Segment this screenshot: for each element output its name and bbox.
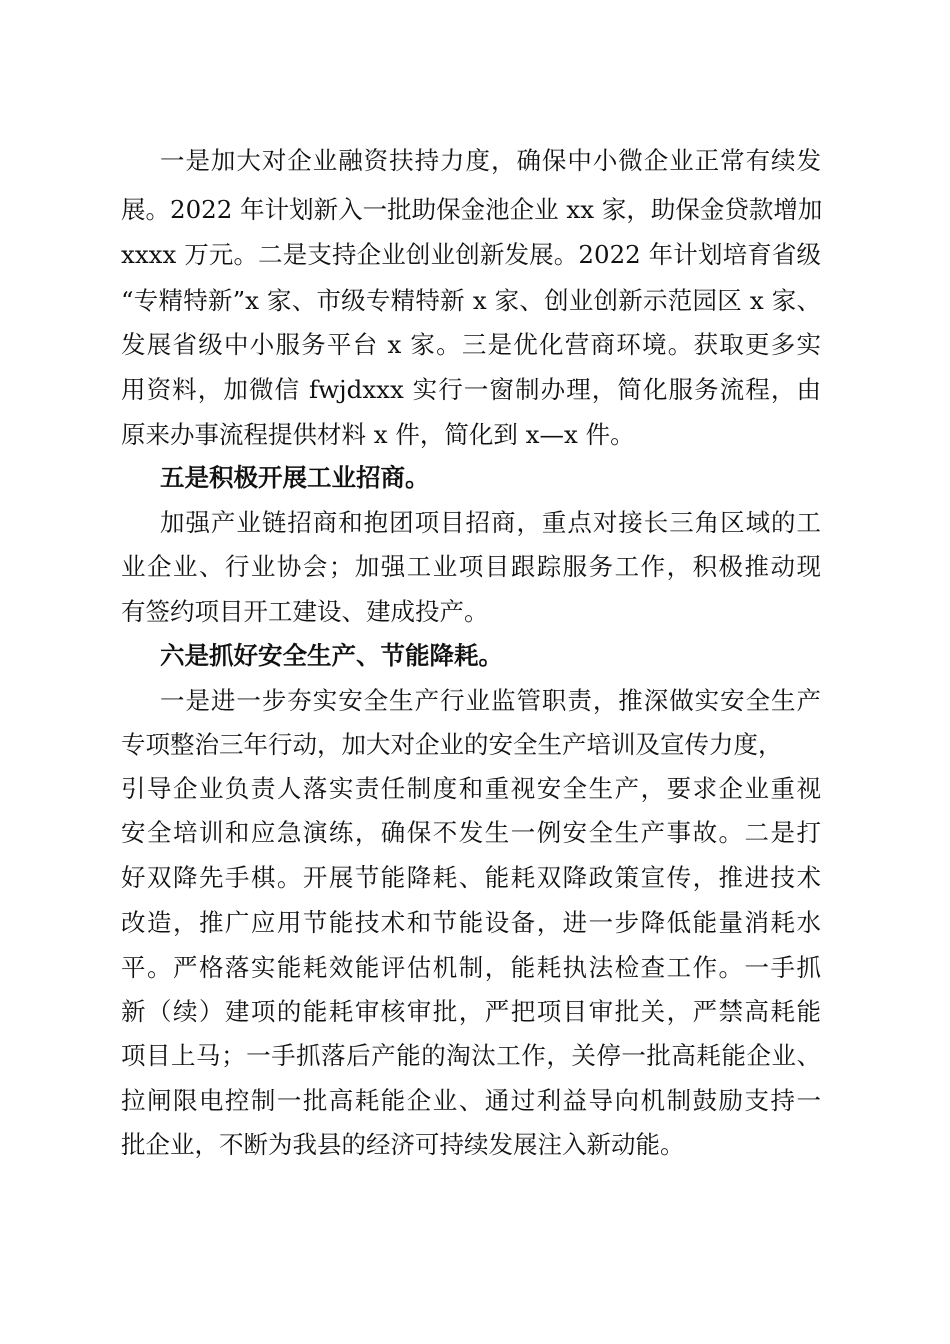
text-line: 业企业、行业协会；加强工业项目跟踪服务工作，积极推动现 [121,552,821,581]
text-line: 有签约项目开工建设、建成投产。 [121,597,489,626]
text-line: 项目上马；一手抓落后产能的淘汰工作，关停一批高耗能企业、 [121,1041,821,1070]
text-line: 一是进一步夯实安全生产行业监管职责，推深做实安全生产 [160,686,821,715]
text-line: 一是加大对企业融资扶持力度，确保中小微企业正常有续发 [160,146,821,175]
text-line: 好双降先手棋。开展节能降耗、能耗双降政策宣传，推进技术 [121,863,821,892]
text-line: 拉闸限电控制一批高耗能企业、通过利益导向机制鼓励支持一 [121,1086,821,1115]
text-line: 发展省级中小服务平台 x 家。三是优化营商环境。获取更多实 [121,330,821,359]
text-line: “专精特新”x 家、市级专精特新 x 家、创业创新示范园区 x 家、 [121,286,821,315]
text-line: 平。严格落实能耗效能评估机制，能耗执法检查工作。一手抓 [121,953,821,982]
text-line: 引导企业负责人落实责任制度和重视安全生产，要求企业重视 [121,774,821,803]
section-heading-safety: 六是抓好安全生产、节能降耗。 [160,641,503,670]
text-line: 专项整治三年行动，加大对企业的安全生产培训及宣传力度， [121,730,783,759]
text-line: 用资料，加微信 fwjdxxx 实行一窗制办理，简化服务流程，由 [121,375,821,404]
section-heading-investment: 五是积极开展工业招商。 [160,463,430,492]
text-line: 新（续）建项的能耗审核审批，严把项目审批关，严禁高耗能 [121,997,821,1026]
text-line: 展。2022 年计划新入一批助保金池企业 xx 家，助保金贷款增加 [121,195,823,224]
text-line: 改造，推广应用节能技术和节能设备，进一步降低能量消耗水 [121,908,821,937]
text-line: 原来办事流程提供材料 x 件，简化到 x—x 件。 [121,420,635,449]
text-line: 加强产业链招商和抱团项目招商，重点对接长三角区域的工 [160,508,821,537]
text-line: 批企业，不断为我县的经济可持续发展注入新动能。 [121,1130,685,1159]
text-line: 安全培训和应急演练，确保不发生一例安全生产事故。二是打 [121,818,821,847]
text-line: xxxx 万元。二是支持企业创业创新发展。2022 年计划培育省级 [121,240,821,269]
